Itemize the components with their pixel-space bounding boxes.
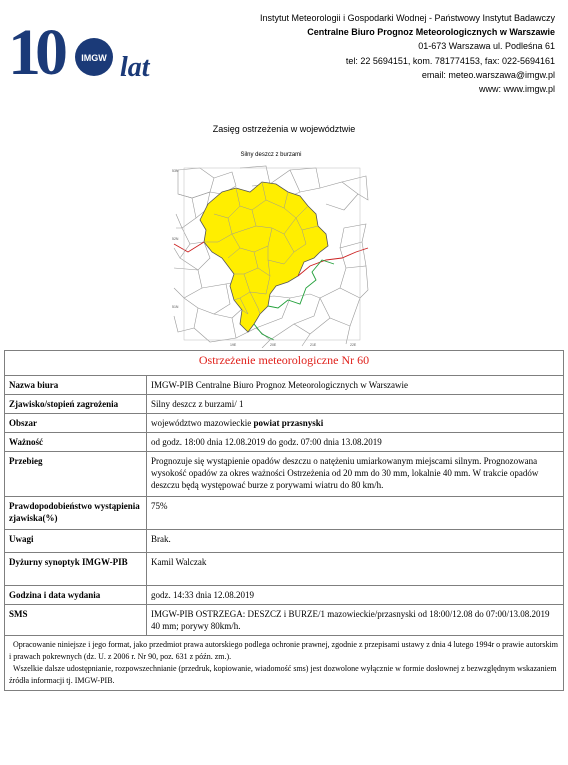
row-label: SMS — [5, 605, 147, 636]
table-row — [5, 497, 564, 530]
axis-left-label: 53N — [172, 169, 179, 173]
phone-fax: tel: 22 5694151, kom. 781774153, fax: 022-5694161 — [345, 55, 555, 66]
row-label: Przebieg — [5, 452, 147, 497]
imgw-100-years-logo — [8, 16, 160, 80]
area-county: powiat przasnyski — [253, 418, 324, 428]
table-row — [5, 605, 564, 636]
row-label: Godzina i data wydania — [5, 586, 147, 605]
office-name: Centralne Biuro Prognoz Meteorologicznych w Warszawie — [307, 27, 555, 38]
row-label: Zjawisko/stopień zagrożenia — [5, 395, 147, 414]
row-value: Kamil Walczak — [147, 553, 564, 586]
row-label: Ważność — [5, 433, 147, 452]
address: 01-673 Warszawa ul. Podleśna 61 — [418, 41, 555, 52]
copyright-row — [5, 636, 564, 691]
map-caption: Silny deszcz z burzami — [240, 152, 302, 158]
row-value: IMGW-PIB OSTRZEGA: DESZCZ i BURZE/1 mazowieckie/przasnyski od 18:00/12.08 do 07:00/13.08.2019 40 mm; porywy 80km/h. — [147, 605, 564, 636]
warning-title-row — [5, 351, 564, 376]
row-value: Prognozuje się wystąpienie opadów deszczu o natężeniu umiarkowanym miejscami silnym. Prognozowana wysokość opadów za okres ważności Ostrzeżenia od 20 mm do 30 mm, lokalnie 40 mm. W trakcie opadów deszczu będą występować burze z porywami wiatru do 80 km/h. — [147, 452, 564, 497]
logo-number: 10 — [8, 16, 62, 80]
row-value — [147, 414, 564, 433]
table-row — [5, 452, 564, 497]
redistribution-text: Wszelkie dalsze udostępnianie, rozpowszechnianie (przedruk, kopiowanie, wiadomość sms) jest dozwolone wyłącznie w formie dosłownej z bezwzględnym wskazaniem źródła informacji tj. IMGW-PIB. — [9, 664, 557, 685]
axis-left-label: 52N — [172, 237, 179, 241]
row-label: Dyżurny synoptyk IMGW-PIB — [5, 553, 147, 586]
email: email: meteo.warszawa@imgw.pl — [421, 69, 555, 80]
table-row — [5, 414, 564, 433]
row-value: 75% — [147, 497, 564, 530]
row-value: Silny deszcz z burzami/ 1 — [147, 395, 564, 414]
table-row — [5, 530, 564, 553]
table-row — [5, 586, 564, 605]
institute-header — [260, 11, 555, 96]
row-label: Uwagi — [5, 530, 147, 553]
website: www: www.imgw.pl — [478, 84, 555, 95]
warning-title: Ostrzeżenie meteorologiczne Nr 60 — [5, 351, 564, 376]
table-row — [5, 553, 564, 586]
axis-bottom-label: 20E — [270, 343, 277, 347]
area-voivodeship: województwo mazowieckie — [151, 418, 252, 428]
row-label: Obszar — [5, 414, 147, 433]
logo-word: lat — [120, 52, 150, 80]
warning-area-map — [170, 148, 372, 348]
copyright-note — [5, 636, 564, 691]
warning-map — [170, 148, 372, 348]
imgw-emblem-icon — [75, 38, 113, 76]
copyright-text: Opracowanie niniejsze i jego format, jako przedmiot prawa autorskiego podlega ochronie prawnej, zgodnie z przepisami ustawy z dnia 4 lutego 1994r o prawie autorskim i prawach pokrewnych (dz. U. z 2006 r. Nr 90, poz. 631 z późn. zm.). — [9, 640, 558, 661]
table-row — [5, 395, 564, 414]
svg-text:IMGW: IMGW — [81, 53, 107, 63]
row-value: od godz. 18:00 dnia 12.08.2019 do godz. 07:00 dnia 13.08.2019 — [147, 433, 564, 452]
axis-bottom-label: 22E — [350, 343, 357, 347]
row-label: Nazwa biura — [5, 376, 147, 395]
axis-left-label: 51N — [172, 305, 179, 309]
institute-name: Instytut Meteorologii i Gospodarki Wodnej - Państwowy Instytut Badawczy — [260, 13, 555, 23]
row-value: godz. 14:33 dnia 12.08.2019 — [147, 586, 564, 605]
axis-bottom-label: 19E — [230, 343, 237, 347]
row-label: Prawdopodobieństwo wystąpienia zjawiska(%) — [5, 497, 147, 530]
row-value: Brak. — [147, 530, 564, 553]
axis-bottom-label: 21E — [310, 343, 317, 347]
warning-table — [4, 350, 564, 691]
table-row — [5, 433, 564, 452]
row-value: IMGW-PIB Centralne Biuro Prognoz Meteorologicznych w Warszawie — [147, 376, 564, 395]
table-row — [5, 376, 564, 395]
map-title: Zasięg ostrzeżenia w województwie — [212, 124, 356, 134]
